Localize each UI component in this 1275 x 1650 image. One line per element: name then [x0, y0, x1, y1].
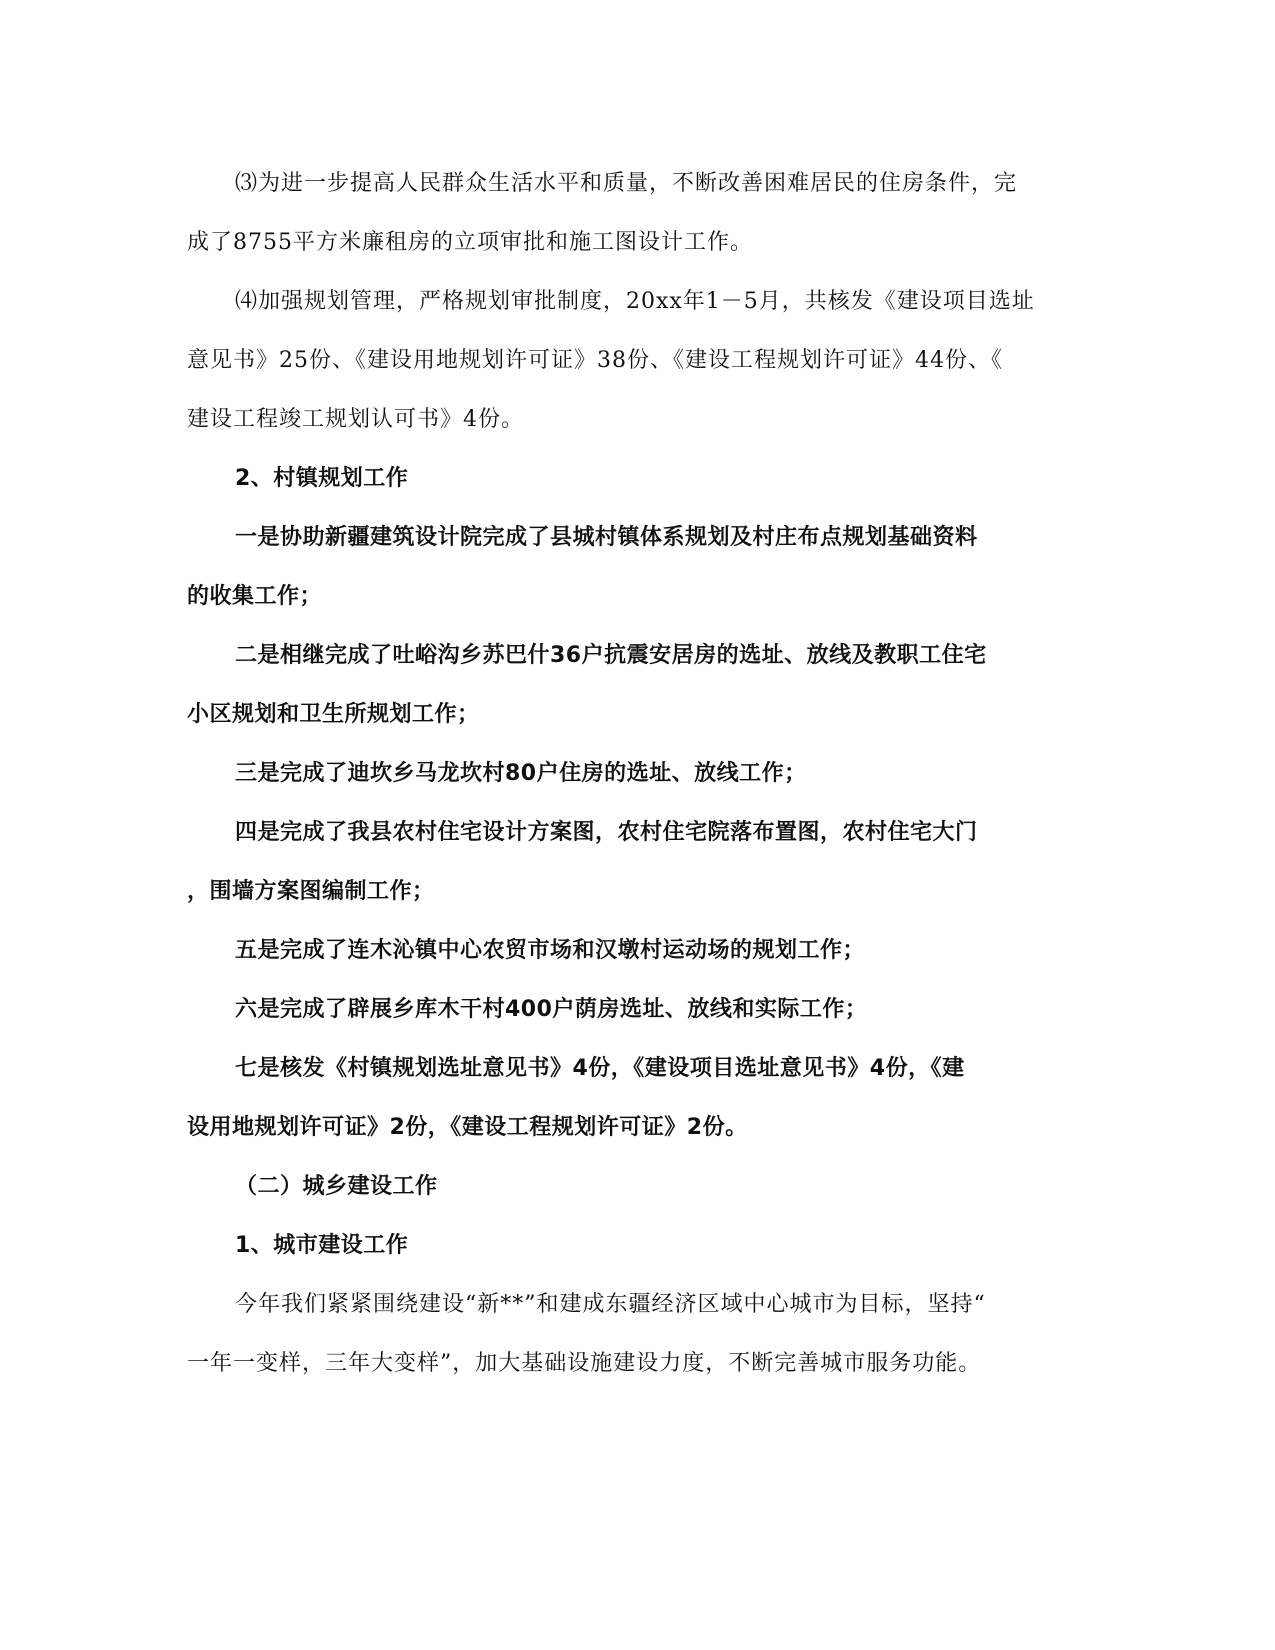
paragraph-item-six [187, 980, 1087, 1039]
paragraph-item-four [187, 803, 1087, 921]
section-heading-village-planning [187, 449, 1087, 508]
paragraph-city-goals [187, 1275, 1087, 1393]
section-heading-city-construction [187, 1216, 1087, 1275]
paragraph-item-two [187, 626, 1087, 744]
paragraph-line: 成了8755平方米廉租房的立项审批和施工图设计工作。 [187, 230, 753, 255]
paragraph-item-three [187, 744, 1087, 803]
paragraph-line: 三是完成了迪坎乡马龙坎村80户住房的选址、放线工作； [235, 761, 807, 786]
paragraph-line: ，围墙方案图编制工作； [187, 879, 435, 904]
paragraph-line: 一年一变样，三年大变样”，加大基础设施建设力度，不断完善城市服务功能。 [187, 1351, 982, 1376]
heading-line: 1、城市建设工作 [235, 1233, 409, 1258]
paragraph-line: 四是完成了我县农村住宅设计方案图，农村住宅院落布置图，农村住宅大门 [235, 820, 978, 845]
heading-line: （二）城乡建设工作 [235, 1174, 438, 1199]
paragraph-line: 设用地规划许可证》2份，《建设工程规划许可证》2份。 [187, 1115, 748, 1140]
heading-line: 2、村镇规划工作 [235, 466, 409, 491]
paragraph-line: 的收集工作； [187, 584, 323, 609]
section-heading-urban-rural-construction [187, 1157, 1087, 1216]
paragraph-line: 七是核发《村镇规划选址意见书》4份，《建设项目选址意见书》4份，《建 [235, 1056, 965, 1081]
paragraph-line: ⑷加强规划管理，严格规划审批制度，20xx年1－5月，共核发《建设项目选址 [235, 289, 1035, 314]
paragraph-item-five [187, 921, 1087, 980]
paragraph-line: 意见书》25份、《建设用地规划许可证》38份、《建设工程规划许可证》44份、《 [187, 348, 1003, 373]
paragraph-affordable-housing [187, 154, 1087, 272]
paragraph-line: ⑶为进一步提高人民群众生活水平和质量，不断改善困难居民的住房条件，完 [235, 171, 1018, 196]
paragraph-planning-management [187, 272, 1087, 449]
paragraph-item-seven [187, 1039, 1087, 1157]
document-body [187, 154, 1087, 1393]
paragraph-line: 六是完成了辟展乡库木干村400户荫房选址、放线和实际工作； [235, 997, 868, 1022]
paragraph-line: 二是相继完成了吐峪沟乡苏巴什36户抗震安居房的选址、放线及教职工住宅 [235, 643, 987, 668]
paragraph-line: 小区规划和卫生所规划工作； [187, 702, 480, 727]
paragraph-line: 一是协助新疆建筑设计院完成了县城村镇体系规划及村庄布点规划基础资料 [235, 525, 978, 550]
paragraph-line: 五是完成了连木沁镇中心农贸市场和汉墩村运动场的规划工作； [235, 938, 866, 963]
paragraph-line: 今年我们紧紧围绕建设“新**”和建成东疆经济区域中心城市为目标，坚持“ [235, 1292, 986, 1317]
paragraph-line: 建设工程竣工规划认可书》4份。 [187, 407, 524, 432]
paragraph-item-one [187, 508, 1087, 626]
